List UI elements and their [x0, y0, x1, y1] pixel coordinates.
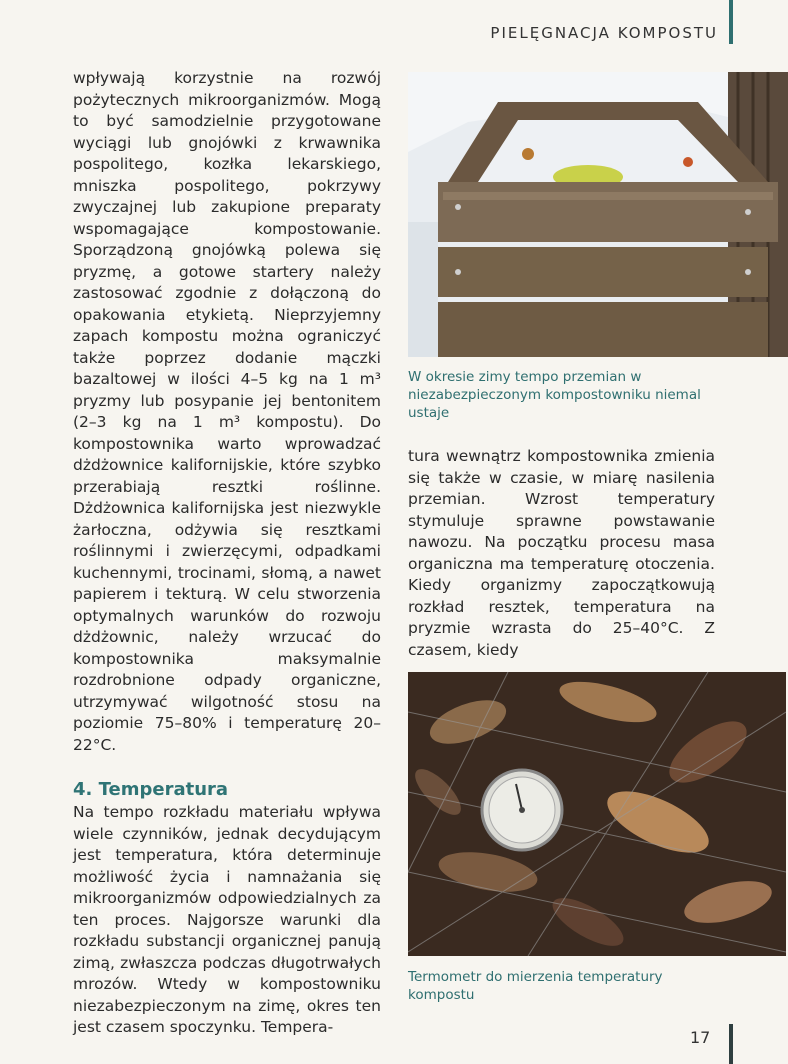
left-column [73, 68, 381, 1039]
running-header: PIELĘGNACJA KOMPOSTU [490, 24, 718, 42]
header-accent-bar [729, 0, 733, 44]
body-paragraph: tura wewnątrz kompostownika zmienia się także w czasie, w miarę nasilenia przemian. Wzrost temperatury stymuluje sprawne powstawanie nawozu. Na początku procesu masa organiczna ma temperaturę otoczenia. Kiedy organizmy zapoczątkowują rozkład resztek, temperatura na pryzmie wzrasta do 25–40°C. Z czasem, kiedy [408, 447, 715, 659]
compost-thermometer-photo [408, 672, 786, 956]
photo-caption: Termometr do mierzenia temperatury kompostu [408, 969, 663, 1003]
page-number: 17 [690, 1028, 711, 1047]
body-paragraph: Na tempo rozkładu materiału wpływa wiele czynników, jednak decydującym jest temperatura, która determinuje możliwość życia i namnażania się mikroorganizmów odpowiedzialnych za ten proces. Najgorsze warunki dla rozkładu substancji organicznej panują zimą, zwłaszcza podczas długotrwałych mrozów. Wtedy w kompostowniku niezabezpieczonym na zimę, okres ten jest czasem spoczynku. Tempera- [73, 803, 381, 1036]
right-column [408, 446, 715, 661]
compost-bin-winter-photo [408, 72, 788, 357]
photo-caption: W okresie zimy tempo przemian w niezabezpieczonym kompostowniku niemal ustaje [408, 369, 701, 421]
section-heading: 4. Temperatura [73, 779, 229, 800]
footer-accent-bar [729, 1024, 733, 1064]
body-paragraph: wpływają korzystnie na rozwój pożytecznych mikroorganizmów. Mogą to być samodzielnie przygotowane wyciągi lub gnojówki z krwawnika pospolitego, kozłka lekarskiego, mniszka pospolitego, pokrzywy zwyczajnej lub zakupione preparaty wspomagające kompostowanie. Sporządzoną gnojówką polewa się pryzmę, a gotowe startery należy zastosować zgodnie z dołączoną do opakowania etykietą. Nieprzyjemny zapach kompostu można ograniczyć także poprzez dodanie mączki bazaltowej w ilości 4–5 kg na 1 m³ pryzmy lub posypanie jej bentonitem (2–3 kg na 1 m³ kompostu). Do kompostownika warto wprowadzać dżdżownice kalifornijskie, które szybko przerabiają resztki roślinne. Dżdżownica kalifornijska jest niezwykle żarłoczna, odżywia się resztkami roślinnymi i zwierzęcymi, odpadkami kuchennymi, trocinami, słomą, a nawet papierem i tekturą. W celu stworzenia optymalnych warunków do rozwoju dżdżownic, należy wrzucać do kompostownika maksymalnie rozdrobnione odpady organiczne, utrzymywać wilgotność stosu na poziomie 75–80% i temperaturę 20–22°C. [73, 69, 381, 754]
